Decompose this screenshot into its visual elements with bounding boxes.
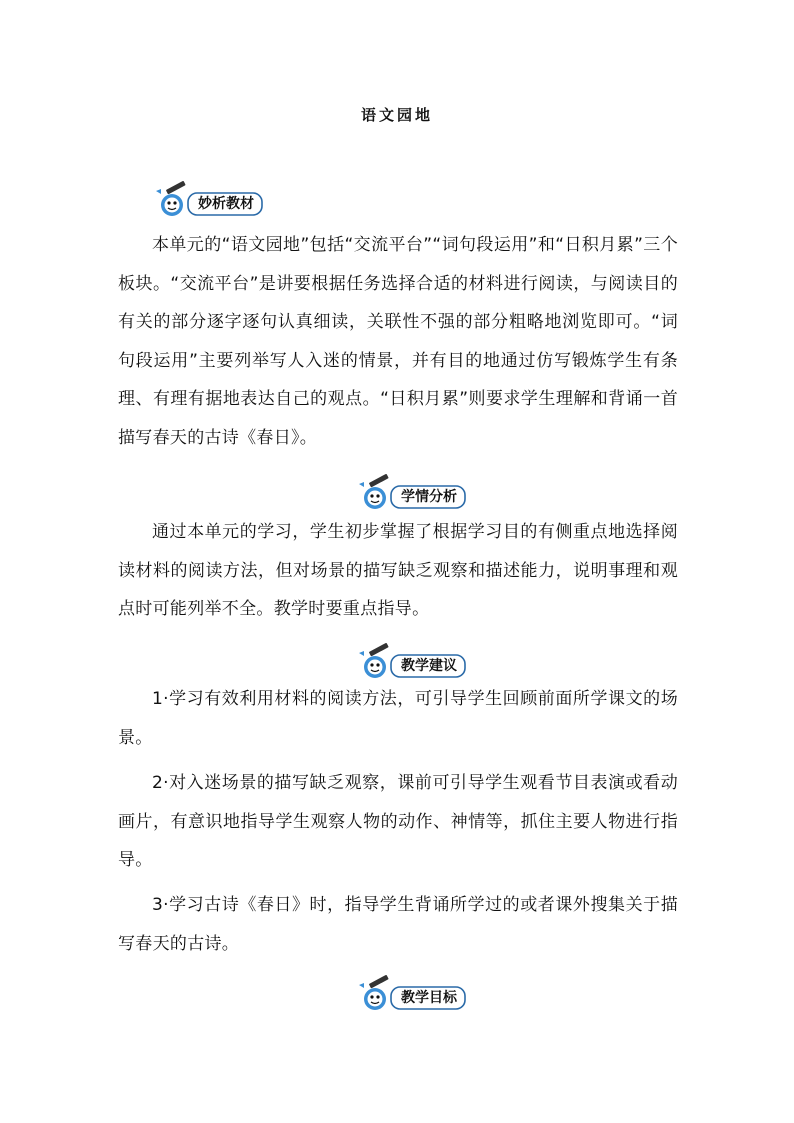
suggestion-number: 1 [152, 689, 164, 709]
suggestion-text: ·对入迷场景的描写缺乏观察，课前可引导学生观看节目表演或看动画片，有意识地指导学生观察人物的动作、神情等，抓住主要人物进行指导。 [118, 773, 678, 870]
suggestion-item-3 [118, 886, 678, 963]
section-badge [355, 972, 467, 1012]
section-badge [355, 640, 467, 680]
page-title: 语文园地 [360, 106, 433, 124]
section-label-learning: 学情分析 [401, 489, 457, 505]
section-badge [355, 471, 467, 511]
section-header-analysis [152, 178, 264, 218]
section-header-learning [355, 471, 467, 511]
suggestion-number: 3 [152, 895, 164, 915]
section-label-suggestions: 教学建议 [401, 658, 457, 674]
suggestion-item-2 [118, 764, 678, 880]
section-label-analysis: 妙析教材 [198, 196, 254, 212]
section-label-goals: 教学目标 [401, 990, 457, 1006]
section-text-learning: 通过本单元的学习，学生初步掌握了根据学习目的有侧重点地选择阅读材料的阅读方法，但对场景的描写缺乏观察和描述能力，说明事理和观点时可能列举不全。教学时要重点指导。 [118, 522, 678, 619]
suggestion-item-1 [118, 680, 678, 757]
section-text-analysis: 本单元的“语文园地”包括“交流平台”“词句段运用”和“日积月累”三个板块。“交流平台”是讲要根据任务选择合适的材料进行阅读，与阅读目的有关的部分逐字逐句认真细读，关联性不强的部分粗略地浏览即可。“词句段运用”主要列举写人入迷的情景，并有目的地通过仿写锻炼学生有条理、有理有据地表达自己的观点。“日积月累”则要求学生理解和背诵一首描写春天的古诗《春日》。 [118, 235, 678, 448]
section-badge [152, 178, 264, 218]
suggestion-text: ·学习古诗《春日》时，指导学生背诵所学过的或者课外搜集关于描写春天的古诗。 [118, 895, 678, 954]
suggestion-number: 2 [152, 773, 164, 793]
section-header-suggestions [355, 640, 467, 680]
suggestion-text: ·学习有效利用材料的阅读方法，可引导学生回顾前面所学课文的场景。 [118, 689, 678, 748]
section-header-goals [355, 972, 467, 1012]
